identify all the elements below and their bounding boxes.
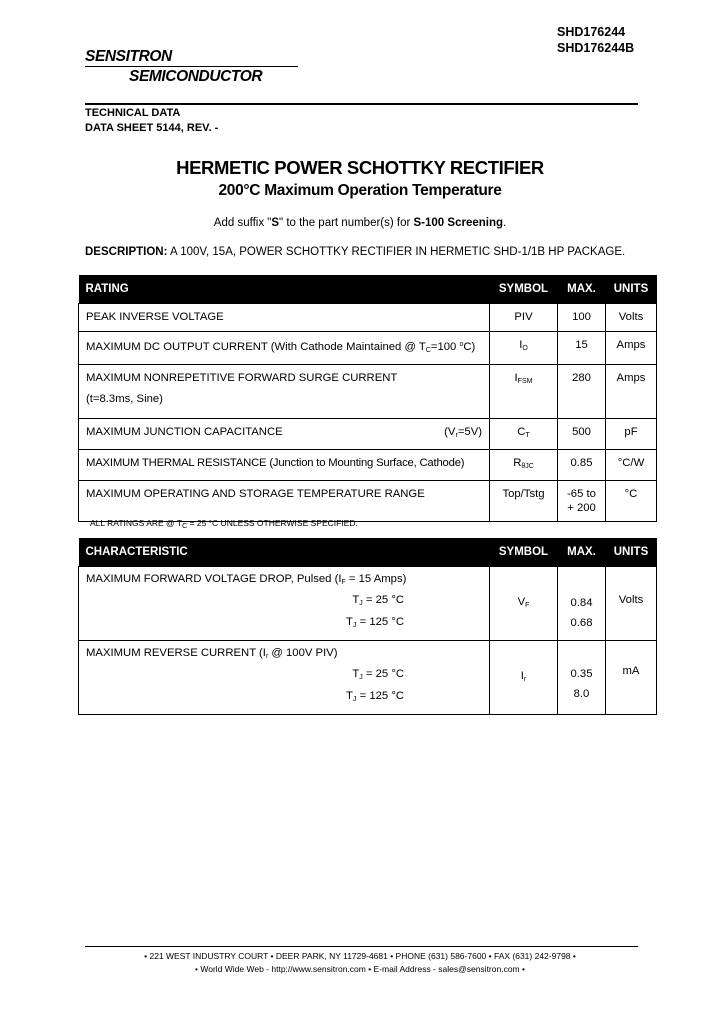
rating-units: °C/W	[606, 450, 657, 481]
ir-tj1: T	[352, 668, 360, 680]
table-row	[79, 481, 657, 522]
max-header: MAX.	[558, 538, 606, 567]
symbol-header: SYMBOL	[490, 538, 558, 567]
cap-condition	[444, 425, 482, 443]
document-title: HERMETIC POWER SCHOTTKY RECTIFIER	[176, 157, 544, 178]
vf-max-25: 0.84	[570, 597, 593, 609]
footer-address: • 221 WEST INDUSTRY COURT • DEER PARK, NY 11729-4681 • PHONE (631) 586-7600 • FAX (631) 242-9798 •	[144, 951, 576, 961]
table-row	[79, 450, 657, 481]
vf-tj1-end: = 25 °C	[362, 594, 404, 606]
dc-label-sub: C	[425, 347, 431, 354]
data-sheet-label: DATA SHEET 5144, REV. -	[85, 122, 219, 134]
rating-max: 0.85	[558, 450, 606, 481]
vf-max-125: 0.68	[570, 617, 593, 629]
company-name-line2: SEMICONDUCTOR	[129, 68, 263, 85]
document-subtitle: 200°C Maximum Operation Temperature	[218, 182, 502, 199]
rating-units: pF	[606, 419, 657, 450]
symbol-header: SYMBOL	[490, 275, 558, 304]
ratings-table	[78, 275, 657, 522]
characteristic-units: Volts	[606, 567, 657, 641]
temp-max-low: -65 to	[567, 488, 596, 500]
dc-label: MAXIMUM DC OUTPUT CURRENT (With Cathode Maintained @ T	[86, 341, 426, 353]
dc-label-end: C)	[463, 341, 476, 353]
vf-tj2-sub: J	[352, 622, 357, 629]
ir-tj-25	[86, 664, 482, 688]
company-name-line1: SENSITRON	[85, 48, 172, 65]
dc-symbol-sub: O	[522, 345, 528, 352]
ir-symbol-sub: r	[523, 675, 527, 683]
ratings-note	[90, 518, 358, 530]
thermal-symbol: R	[513, 457, 522, 469]
table-row	[79, 419, 657, 450]
cap-cond-end: =5V)	[457, 426, 482, 438]
description	[85, 246, 625, 258]
vf-tj-125	[86, 614, 482, 634]
rating-label: MAXIMUM THERMAL RESISTANCE (Junction to Mounting Surface, Cathode)	[79, 450, 490, 481]
cap-label: MAXIMUM JUNCTION CAPACITANCE	[86, 426, 283, 438]
cap-symbol: C	[517, 426, 526, 438]
rating-symbol	[490, 365, 558, 419]
table-row	[79, 365, 657, 419]
technical-data-label: TECHNICAL DATA	[85, 107, 181, 119]
vf-tj1-sub: J	[359, 600, 363, 607]
ir-tj1-sub: J	[359, 674, 363, 681]
vf-tj-25	[86, 590, 482, 614]
temp-max-high: + 200	[567, 502, 596, 514]
ir-label	[86, 646, 482, 664]
surge-label-condition: (t=8.3ms, Sine)	[86, 393, 163, 405]
rating-units: Volts	[606, 304, 657, 332]
description-text: A 100V, 15A, POWER SCHOTTKY RECTIFIER IN HERMETIC SHD-1/1B HP PACKAGE.	[167, 246, 626, 258]
rating-symbol	[490, 332, 558, 365]
characteristic-max	[558, 567, 606, 641]
ir-max-125: 8.0	[573, 688, 590, 700]
header-rule	[85, 103, 638, 105]
vf-label-text: MAXIMUM FORWARD VOLTAGE DROP, Pulsed (I	[86, 573, 342, 585]
ir-tj2-end: = 125 °C	[356, 690, 404, 702]
rating-label	[79, 365, 490, 419]
footer-rule	[85, 946, 638, 947]
note-sub: C	[182, 523, 188, 530]
table-row	[79, 641, 657, 715]
characteristic-label	[79, 567, 490, 641]
rating-max	[558, 481, 606, 522]
cap-cond: (V	[444, 426, 456, 438]
rating-label	[79, 332, 490, 365]
vf-symbol: V	[517, 595, 526, 608]
characteristics-table	[78, 538, 657, 715]
ratings-header-row	[79, 275, 657, 304]
dc-label-degree: o	[459, 341, 464, 348]
part-number-1: SHD176244	[557, 25, 626, 39]
ir-label-sub: r	[265, 653, 269, 660]
suffix-mid: " to the part number(s) for	[279, 217, 414, 229]
footer-contact: • World Wide Web - http://www.sensitron.com • E-mail Address - sales@sensitron.com •	[195, 964, 525, 974]
table-row	[79, 567, 657, 641]
vf-label-end: = 15 Amps)	[345, 573, 407, 585]
characteristic-max	[558, 641, 606, 715]
cap-cond-sub: r	[455, 432, 458, 439]
rating-symbol	[490, 450, 558, 481]
characteristic-symbol	[490, 641, 558, 715]
rating-symbol: PIV	[490, 304, 558, 332]
rating-units: Amps	[606, 332, 657, 365]
units-header: UNITS	[606, 538, 657, 567]
suffix-screening: S-100 Screening	[413, 217, 503, 229]
ir-tj2-sub: J	[352, 696, 357, 703]
ir-label-end: @ 100V PIV)	[268, 647, 338, 659]
vf-label-sub: F	[341, 579, 346, 586]
rating-max: 280	[558, 365, 606, 419]
rating-symbol	[490, 419, 558, 450]
rating-max: 100	[558, 304, 606, 332]
dc-symbol: I	[519, 339, 523, 351]
rating-header: RATING	[79, 275, 490, 304]
ir-symbol: I	[520, 669, 524, 682]
max-header: MAX.	[558, 275, 606, 304]
rating-max: 15	[558, 332, 606, 365]
characteristic-header: CHARACTERISTIC	[79, 538, 490, 567]
vf-tj1: T	[352, 594, 360, 606]
dc-label-tail: =100	[430, 341, 460, 353]
note-post: = 25 °C UNLESS OTHERWISE SPECIFIED.	[187, 518, 358, 528]
characteristic-units: mA	[606, 641, 657, 715]
rating-symbol: Top/Tstg	[490, 481, 558, 522]
rating-units: Amps	[606, 365, 657, 419]
part-number-2: SHD176244B	[557, 41, 635, 55]
units-header: UNITS	[606, 275, 657, 304]
rating-units: °C	[606, 481, 657, 522]
ir-label-text: MAXIMUM REVERSE CURRENT (I	[86, 647, 266, 659]
table-row	[79, 304, 657, 332]
note-pre: ALL RATINGS ARE @ T	[90, 518, 183, 528]
suffix-end: .	[503, 217, 507, 229]
suffix-note	[0, 217, 720, 229]
description-label: DESCRIPTION:	[85, 246, 168, 258]
characteristic-label	[79, 641, 490, 715]
suffix-pre: Add suffix "	[213, 217, 272, 229]
rating-label	[79, 419, 490, 450]
characteristics-header-row	[79, 538, 657, 567]
thermal-symbol-sub: θJC	[521, 463, 534, 470]
vf-label	[86, 572, 482, 590]
ir-tj2: T	[346, 690, 353, 702]
vf-tj2-end: = 125 °C	[356, 616, 404, 628]
vf-tj2: T	[346, 616, 353, 628]
rating-max: 500	[558, 419, 606, 450]
surge-symbol: I	[514, 372, 518, 384]
ir-tj1-end: = 25 °C	[362, 668, 404, 680]
rating-label: PEAK INVERSE VOLTAGE	[79, 304, 490, 332]
ir-max-25: 0.35	[570, 668, 593, 680]
cap-symbol-sub: T	[525, 432, 530, 439]
ir-tj-125	[86, 688, 482, 708]
rating-label: MAXIMUM OPERATING AND STORAGE TEMPERATURE RANGE	[79, 481, 490, 522]
suffix-letter: S	[271, 217, 280, 229]
vf-symbol-sub: F	[525, 601, 530, 609]
characteristic-symbol	[490, 567, 558, 641]
logo-rule	[85, 66, 298, 67]
surge-label: MAXIMUM NONREPETITIVE FORWARD SURGE CURRENT	[86, 372, 398, 384]
table-row	[79, 332, 657, 365]
surge-symbol-sub: FSM	[517, 378, 533, 385]
